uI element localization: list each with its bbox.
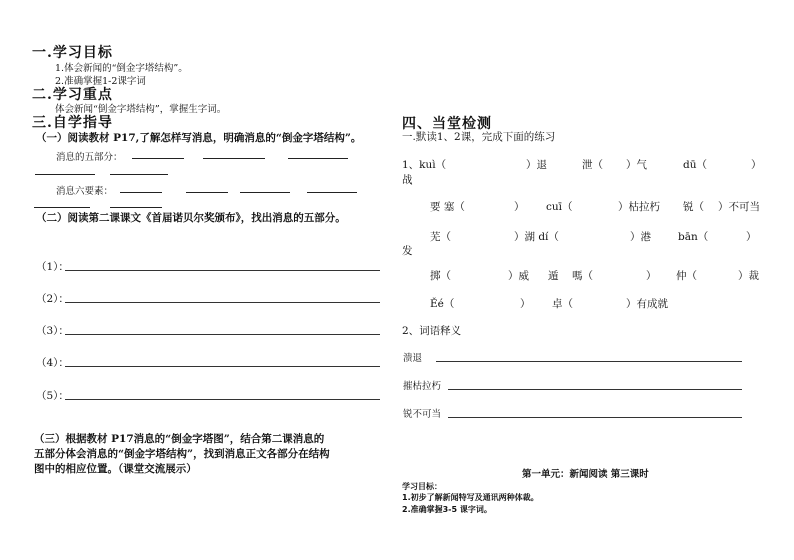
- char-qi: ）气: [626, 159, 647, 171]
- answer-line-3[interactable]: [65, 334, 380, 335]
- blank-five-2[interactable]: [203, 158, 265, 159]
- char-zhan: 战: [402, 174, 413, 186]
- idiom-bukedang: ）不可当: [718, 201, 760, 213]
- term-2-line[interactable]: [448, 389, 742, 390]
- exercise-2-title: 2、词语释义: [402, 325, 462, 337]
- question-3-line-3: 图中的相应位置。（课堂交流展示）: [34, 463, 197, 475]
- blank-six-1[interactable]: [120, 192, 162, 193]
- goal-item-1: 1.体会新闻的“倒金字塔结构”。: [55, 63, 188, 74]
- footer-label: 学习目标：: [402, 482, 442, 491]
- char-dun: 遁: [548, 270, 559, 282]
- section-1-title: 一.学习目标: [32, 45, 113, 61]
- paren-du-close: ）: [751, 159, 762, 171]
- six-elements-label: 消息六要素：: [56, 186, 114, 197]
- key-point-text: 体会新闻“倒金字塔结构”，掌握生字词。: [55, 104, 227, 115]
- question-2: （二）阅读第二课课文《首届诺贝尔奖颁布》，找出消息的五部分。: [36, 212, 346, 224]
- char-tui: ）退: [526, 159, 547, 171]
- blank-six-6[interactable]: [110, 207, 162, 208]
- term-2: 摧枯拉朽: [403, 381, 442, 392]
- char-zhi: 掷（: [430, 270, 451, 282]
- footer-heading: 第一单元：新闻阅读 第三课时: [522, 469, 649, 480]
- term-1-line[interactable]: [436, 361, 742, 362]
- five-parts-label: 消息的五部分：: [56, 152, 123, 163]
- section-3-title: 三.自学指导: [32, 115, 113, 131]
- paren-e-close: ）: [520, 298, 531, 310]
- pinyin-cui: cuī（: [546, 201, 573, 213]
- paren-ma-close: ）: [646, 270, 657, 282]
- blank-five-3[interactable]: [288, 158, 348, 159]
- answer-label-4: （4）：: [36, 357, 69, 369]
- blank-six-2[interactable]: [186, 192, 228, 193]
- term-3: 锐不可当: [403, 409, 442, 420]
- char-zhong: 仲（: [676, 270, 697, 282]
- blank-six-3[interactable]: [240, 192, 290, 193]
- answer-label-1: （1）：: [36, 261, 69, 273]
- paren-yaosai-close: ）: [514, 201, 525, 213]
- term-3-line[interactable]: [448, 417, 742, 418]
- answer-label-5: （5）：: [36, 390, 69, 402]
- answer-line-5[interactable]: [65, 399, 380, 400]
- footer-item-1: 1.初步了解新闻特写及通讯两种体裁。: [402, 493, 539, 502]
- char-cai: ）裁: [738, 270, 759, 282]
- char-wu: 芜（: [430, 231, 451, 243]
- footer-item-2: 2.准确掌握3-5 课字词。: [402, 505, 492, 514]
- section-2-title: 二.学习重点: [32, 87, 113, 103]
- section-4-title: 四、当堂检测: [402, 116, 492, 132]
- char-rui: 锐（: [683, 201, 704, 213]
- question-3-line-1: （三）根据教材 P17消息的“倒金字塔图”，结合第二课消息的: [34, 433, 325, 445]
- char-zhuo: 卓（: [552, 298, 573, 310]
- goal-item-2: 2.准确掌握1-2课字词: [55, 76, 146, 87]
- pinyin-ban: bān（: [678, 231, 709, 243]
- idiom-youchengjiu: ）有成就: [626, 298, 668, 310]
- pinyin-e: Ěé（: [430, 298, 455, 310]
- paren-ban-close: ）: [746, 231, 757, 243]
- blank-five-4[interactable]: [35, 174, 95, 175]
- question-1: （一）阅读教材 P17,了解怎样写消息，明确消息的“倒金字塔结构”。: [36, 132, 362, 144]
- word-yaosai: 要 塞（: [430, 201, 465, 213]
- blank-six-5[interactable]: [34, 207, 90, 208]
- idiom-kulaxiu: ）枯拉朽: [618, 201, 660, 213]
- pinyin-kui: 1、kuì（: [402, 159, 447, 171]
- char-ma: 嗎（: [572, 270, 593, 282]
- char-wei: ）威: [508, 270, 529, 282]
- char-fa: 发: [402, 245, 413, 257]
- answer-label-3: （3）：: [36, 325, 69, 337]
- word-hu-di: ）湖 dí（: [514, 231, 559, 243]
- answer-line-1[interactable]: [65, 270, 380, 271]
- char-xie: 泄（: [582, 159, 603, 171]
- blank-five-5[interactable]: [110, 174, 168, 175]
- pinyin-du: dū（: [683, 159, 707, 171]
- char-gang: ）港: [630, 231, 651, 243]
- blank-five-1[interactable]: [132, 158, 184, 159]
- answer-line-2[interactable]: [65, 302, 380, 303]
- blank-six-4[interactable]: [307, 192, 357, 193]
- answer-line-4[interactable]: [65, 366, 380, 367]
- answer-label-2: （2）：: [36, 293, 69, 305]
- exercise-1-title: 一.默读1、2课，完成下面的练习: [402, 131, 556, 143]
- question-3-line-2: 五部分体会消息的“倒金字塔结构”，找到消息正文各部分在结构: [34, 448, 330, 460]
- term-1: 溃退: [403, 353, 423, 364]
